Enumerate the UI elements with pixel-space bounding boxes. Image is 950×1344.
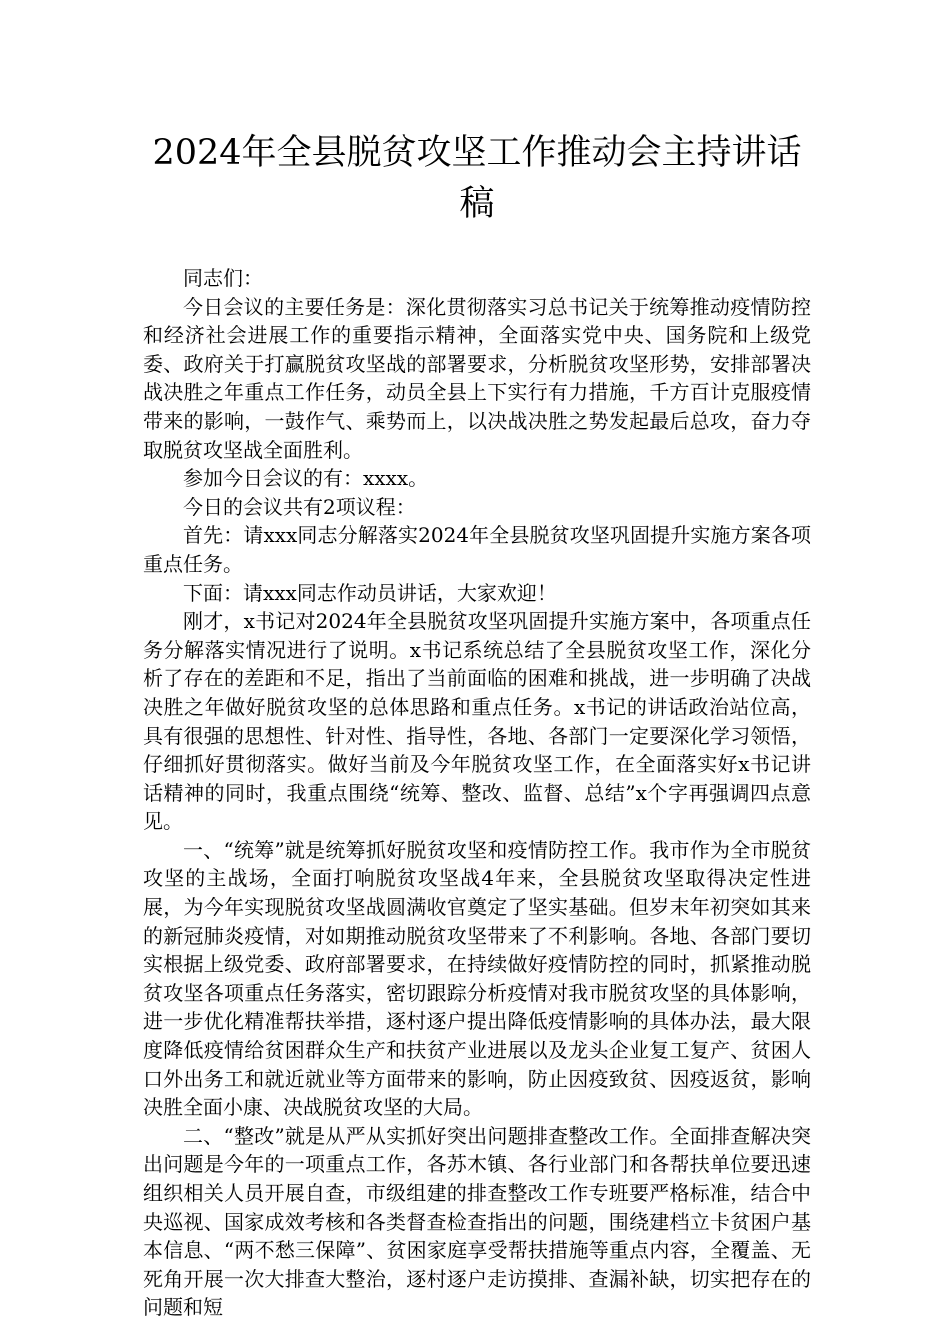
document-page (143, 128, 811, 1322)
paragraph-point-1: 一、“统筹”就是统筹抓好脱贫攻坚和疫情防控工作。我市作为全市脱贫攻坚的主战场，全面打响脱贫攻坚战4年来，全县脱贫攻坚取得决定性进展，为今年实现脱贫攻坚战圆满收官奠定了坚实基础。但岁末年初突如其来的新冠肺炎疫情，对如期推动脱贫攻坚带来了不利影响。各地、各部门要切实根据上级党委、政府部署要求，在持续做好疫情防控的同时，抓紧推动脱贫攻坚各项重点任务落实，密切跟踪分析疫情对我市脱贫攻坚的具体影响，进一步优化精准帮扶举措，逐村逐户提出降低疫情影响的具体办法，最大限度降低疫情给贫困群众生产和扶贫产业进展以及龙头企业复工复产、贫困人口外出务工和就近就业等方面带来的影响，防止因疫致贫、因疫返贫，影响决胜全面小康、决战脱贫攻坚的大局。 (143, 837, 811, 1120)
paragraph-agenda-item-1: 首先：请xxx同志分解落实2024年全县脱贫攻坚巩固提升实施方案各项重点任务。 (143, 523, 811, 576)
document-title: 2024年全县脱贫攻坚工作推动会主持讲话稿 (152, 133, 802, 224)
paragraph-point-2: 二、“整改”就是从严从实抓好突出问题排查整改工作。全面排查解决突出问题是今年的一项重点工作，各苏木镇、各行业部门和各帮扶单位要迅速组织相关人员开展自查，市级组建的排查整改工作专班要严格标准，结合中央巡视、国家成效考核和各类督查检查指出的问题，围绕建档立卡贫困户基本信息、“两不愁三保障”、贫困家庭享受帮扶措施等重点内容，全覆盖、无死角开展一次大排查大整治，逐村逐户走访摸排、查漏补缺，切实把存在的问题和短 (143, 1123, 811, 1320)
paragraph-attendees: 参加今日会议的有：xxxx。 (183, 466, 429, 491)
document-body (143, 264, 811, 1322)
paragraph-agenda: 今日的会议共有2项议程： (183, 494, 416, 519)
paragraph-meeting-tasks: 今日会议的主要任务是：深化贯彻落实习总书记关于统筹推动疫情防控和经济社会进展工作的重要指示精神，全面落实党中央、国务院和上级党委、政府关于打赢脱贫攻坚战的部署要求，分析脱贫攻坚形势，安排部署决战决胜之年重点工作任务，动员全县上下实行有力措施，千方百计克服疫情带来的影响，一鼓作气、乘势而上，以决战决胜之势发起最后总攻，奋力夺取脱贫攻坚战全面胜利。 (143, 294, 811, 462)
paragraph-agenda-item-2: 下面：请xxx同志作动员讲话，大家欢迎！ (183, 580, 557, 605)
paragraph-summary: 刚才，x书记对2024年全县脱贫攻坚巩固提升实施方案中，各项重点任务分解落实情况进行了说明。x书记系统总结了全县脱贫攻坚工作，深化分析了存在的差距和不足，指出了当前面临的困难和挑战，进一步明确了决战决胜之年做好脱贫攻坚的总体思路和重点任务。x书记的讲话政治站位高，具有很强的思想性、针对性、指导性，各地、各部门一定要深化学习领悟，仔细抓好贯彻落实。做好当前及今年脱贫攻坚工作，在全面落实好x书记讲话精神的同时，我重点围绕“统筹、整改、监督、总结”x个字再强调四点意见。 (143, 609, 811, 834)
salutation: 同志们： (183, 266, 263, 290)
